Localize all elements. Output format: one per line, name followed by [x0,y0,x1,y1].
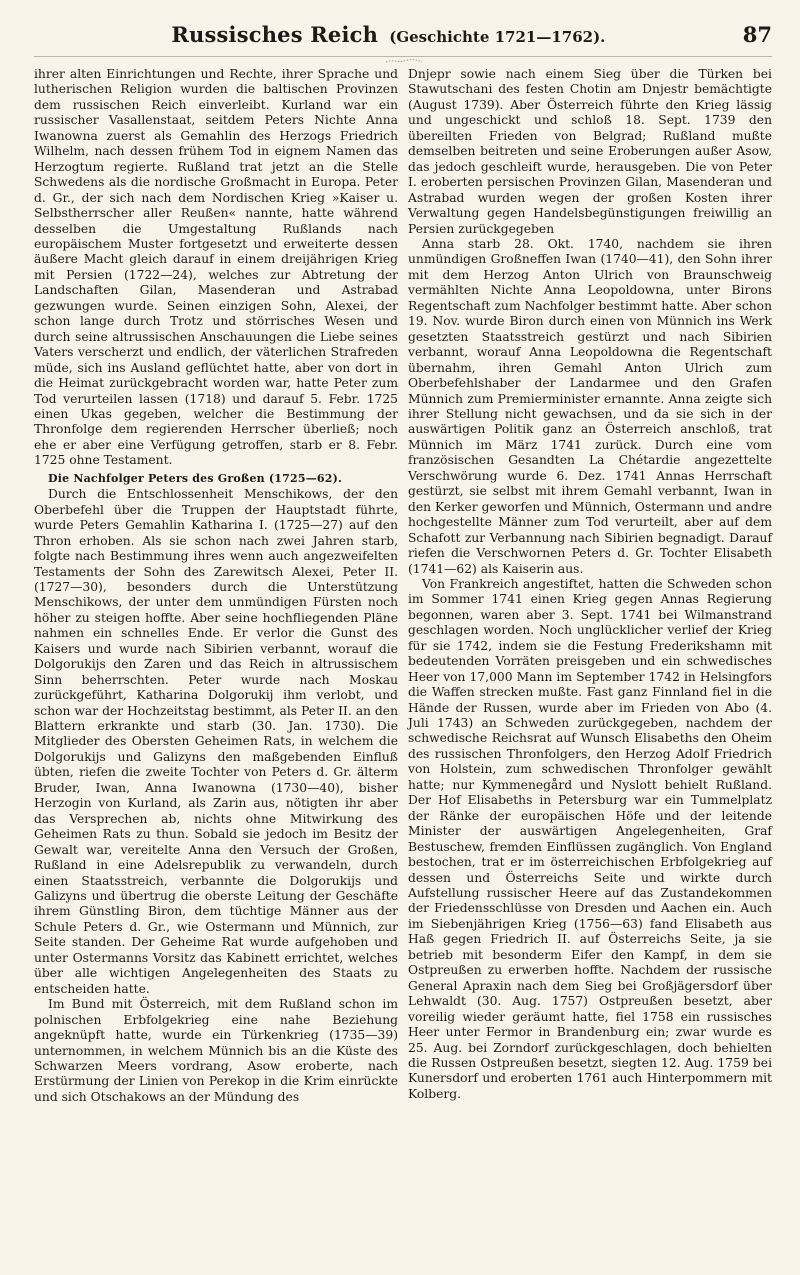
paragraph: Anna starb 28. Okt. 1740, nachdem sie ihren unmündigen Großneffen Iwan (1740—41), den Sohn ihrer mit dem Herzog Anton Ulrich von Braunschweig vermählten Nichte Anna Leopoldowna, unter Birons Regentschaft zum Nachfolger bestimmt hatte. Aber schon 19. Nov. wurde Biron durch einen von Münnich ins Werk gesetzten Staatsstreich gestürzt und nach Sibirien verbannt, worauf Anna Leopoldowna die Regentschaft übernahm, ihren Gemahl Anton Ulrich zum Oberbefehlshaber der Landarmee und den Grafen Münnich zum Premierminister ernannte. Anna zeigte sich ihrer Stellung nicht gewachsen, und da sie sich in der auswärtigen Politik ganz an Österreich anschloß, trat Münnich im März 1741 zurück. Durch eine vom französischen Gesandten La Chétardie angezettelte Verschwörung wurde 6. Dez. 1741 Annas Herrschaft gestürzt, sie selbst mit ihrem Gemahl verbannt, Iwan in den Kerker geworfen und Münnich, Ostermann und andre hochgestellte Männer zum Tod verurteilt, aber auf dem Schafott zur Verbannung nach Sibirien begnadigt. Darauf riefen die Verschwornen Peters d. Gr. Tochter Elisabeth (1741—62) als Kaiserin aus. [408,236,772,576]
paragraph: ihrer alten Einrichtungen und Rechte, ihrer Sprache und lutherischen Religion wurden die baltischen Provinzen dem russischen Reich einverleibt. Kurland war ein russischer Vasallenstaat, seitdem Peters Nichte Anna Iwanowna zuerst als Gemahlin des Herzogs Friedrich Wilhelm, nach dessen frühem Tod in eignem Namen das Herzogtum regierte. Rußland trat jetzt an die Stelle Schwedens als die nordische Großmacht in Europa. Peter d. Gr., der sich nach dem Nordischen Krieg »Kaiser u. Selbstherrscher aller Reußen« nannte, hatte während desselben die Umgestaltung Rußlands nach europäischem Muster fortgesetzt und erweiterte dessen äußere Macht gleich darauf in einem dreijährigen Krieg mit Persien (1722—24), welches zur Abtretung der Landschaften Gilan, Masenderan und Astrabad gezwungen wurde. Seinen einzigen Sohn, Alexei, der schon lange durch Trotz und störrisches Wesen und durch seine altrussischen Anschauungen die Liebe seines Vaters verscherzt und endlich, der väterlichen Strafreden müde, sich ins Ausland geflüchtet hatte, aber von dort in die Heimat zurückgebracht worden war, hatte Peter zum Tod verurteilen lassen (1718) und darauf 5. Febr. 1725 einen Ukas gegeben, welcher die Bestimmung der Thronfolge dem regierenden Herrscher überließ; noch ehe er aber eine Verfügung getroffen, starb er 8. Febr. 1725 ohne Testament. [34,67,398,468]
paragraph: Dnjepr sowie nach einem Sieg über die Türken bei Stawutschani des festen Chotin am Dnjestr bemächtigte (August 1739). Aber Österreich führte den Krieg lässig und ungeschickt und schloß 18. Sept. 1739 den übereilten Frieden von Belgrad; Rußland mußte demselben beitreten und seine Eroberungen außer Asow, das jedoch geschleift wurde, herausgeben. Die von Peter I. eroberten persischen Provinzen Gilan, Masenderan und Astrabad wurden wegen der großen Kosten ihrer Verwaltung gegen Handelsbegünstigungen freiwillig an Persien zurückgegeben [408,67,772,236]
paragraph: Durch die Entschlossenheit Menschikows, der den Oberbefehl über die Truppen der Hauptstadt führte, wurde Peters Gemahlin Katharina I. (1725—27) auf den Thron erhoben. Als sie schon nach zwei Jahren starb, folgte nach Bestimmung ihres wenn auch angezweifelten Testaments der Sohn des Zarewitsch Alexei, Peter II. (1727—30), besonders durch die Unterstützung Menschikows, der unter dem unmündigen Fürsten noch höher zu steigen hoffte. Aber seine hochfliegenden Pläne nahmen ein schnelles Ende. Er verlor die Gunst des Kaisers und wurde nach Sibirien verbannt, worauf die Dolgorukijs den Zaren und das Reich in altrussischem Sinn beherrschten. Peter wurde nach Moskau zurückgeführt, Katharina Dolgorukij ihm verlobt, und schon war der Hochzeitstag bestimmt, als Peter II. an den Blattern erkrankte und starb (30. Jan. 1730). Die Mitglieder des Obersten Geheimen Rats, in welchem die Dolgorukijs und Galizyns den maßgebenden Einfluß übten, riefen die zweite Tochter von Peters d. Gr. älterm Bruder, Iwan, Anna Iwanowna (1730—40), bisher Herzogin von Kurland, als Zarin aus, nötigten ihr aber das Versprechen ab, nichts ohne Mitwirkung des Geheimen Rats zu thun. Sobald sie jedoch im Besitz der Gewalt war, vereitelte Anna den Versuch der Großen, Rußland in eine Adelsrepublik zu verwandeln, durch einen Staatsstreich, verbannte die Dolgorukijs und Galizyns und übertrug die oberste Leitung der Geschäfte ihrem Günstling Biron, dem tüchtige Männer aus der Schule Peters d. Gr., wie Ostermann und Münnich, zur Seite standen. Der Geheime Rat wurde aufgehoben und unter Ostermanns Vorsitz das Kabinett errichtet, welches über alle wichtigen Angelegenheiten des Staats zu entscheiden hatte. [34,487,398,996]
paragraph: Im Bund mit Österreich, mit dem Rußland schon im polnischen Erbfolgekrieg eine nahe Beziehung angeknüpft hatte, wurde ein Türkenkrieg (1735—39) unternommen, in welchem Münnich bis an die Küste des Schwarzen Meers vordrang, Asow eroberte, nach Erstürmung der Linien von Perekop in die Krim einrückte und sich Otschakows an der Mündung des [34,997,398,1104]
left-column [34,67,398,1105]
running-head: Russisches Reich [171,22,379,47]
page-header [34,22,772,57]
running-subtitle: (Geschichte 1721—1762). [389,28,606,46]
page-number: 87 [742,22,772,47]
ornament-mark [384,58,424,64]
text-columns [34,67,772,1105]
section-heading: Die Nachfolger Peters des Großen (1725—62). [48,471,343,485]
paragraph: Von Frankreich angestiftet, hatten die Schweden schon im Sommer 1741 einen Krieg gegen Annas Regierung begonnen, waren aber 3. Sept. 1741 bei Wilmanstrand geschlagen worden. Noch unglücklicher verlief der Krieg für sie 1742, indem sie die Festung Frederikshamn mit bedeutenden Vorräten preisgeben und ein schwedisches Heer von 17,000 Mann im September 1742 in Helsingfors die Waffen strecken mußte. Fast ganz Finnland fiel in die Hände der Russen, wurde aber im Frieden von Abo (4. Juli 1743) an Schweden zurückgegeben, nachdem der schwedische Reichsrat auf Wunsch Elisabeths den Oheim des russischen Thronfolgers, den Herzog Adolf Friedrich von Holstein, zum schwedischen Thronfolger gewählt hatte; nur Kymmenegård und Nyslott behielt Rußland. Der Hof Elisabeths in Petersburg war ein Tummelplatz der Ränke der europäischen Höfe und der leitende Minister der auswärtigen Angelegenheiten, Graf Bestuschew, fremden Einflüssen zugänglich. Von England bestochen, trat er im österreichischen Erbfolgekrieg auf dessen und Österreichs Seite und wirkte durch Aufstellung russischer Heere auf das Zustandekommen der Friedensschlüsse von Dresden und Aachen ein. Auch im Siebenjährigen Krieg (1756—63) fand Elisabeth aus Haß gegen Friedrich II. auf Österreichs Seite, ja sie betrieb mit besonderm Eifer den Kampf, in dem sie Ostpreußen zu erwerben hoffte. Nachdem der russische General Apraxin nach dem Sieg bei Großjägersdorf über Lehwaldt (30. Aug. 1757) Ostpreußen besetzt, aber voreilig wieder geräumt hatte, fiel 1758 ein russisches Heer unter Fermor in Brandenburg ein; zwar wurde es 25. Aug. bei Zorndorf zurückgeschlagen, doch behielten die Russen Ostpreußen besetzt, siegten 12. Aug. 1759 bei Kunersdorf und eroberten 1761 auch Hinterpommern mit Kolberg. [408,576,772,1101]
header-title-group [34,22,743,47]
right-column [408,67,772,1105]
